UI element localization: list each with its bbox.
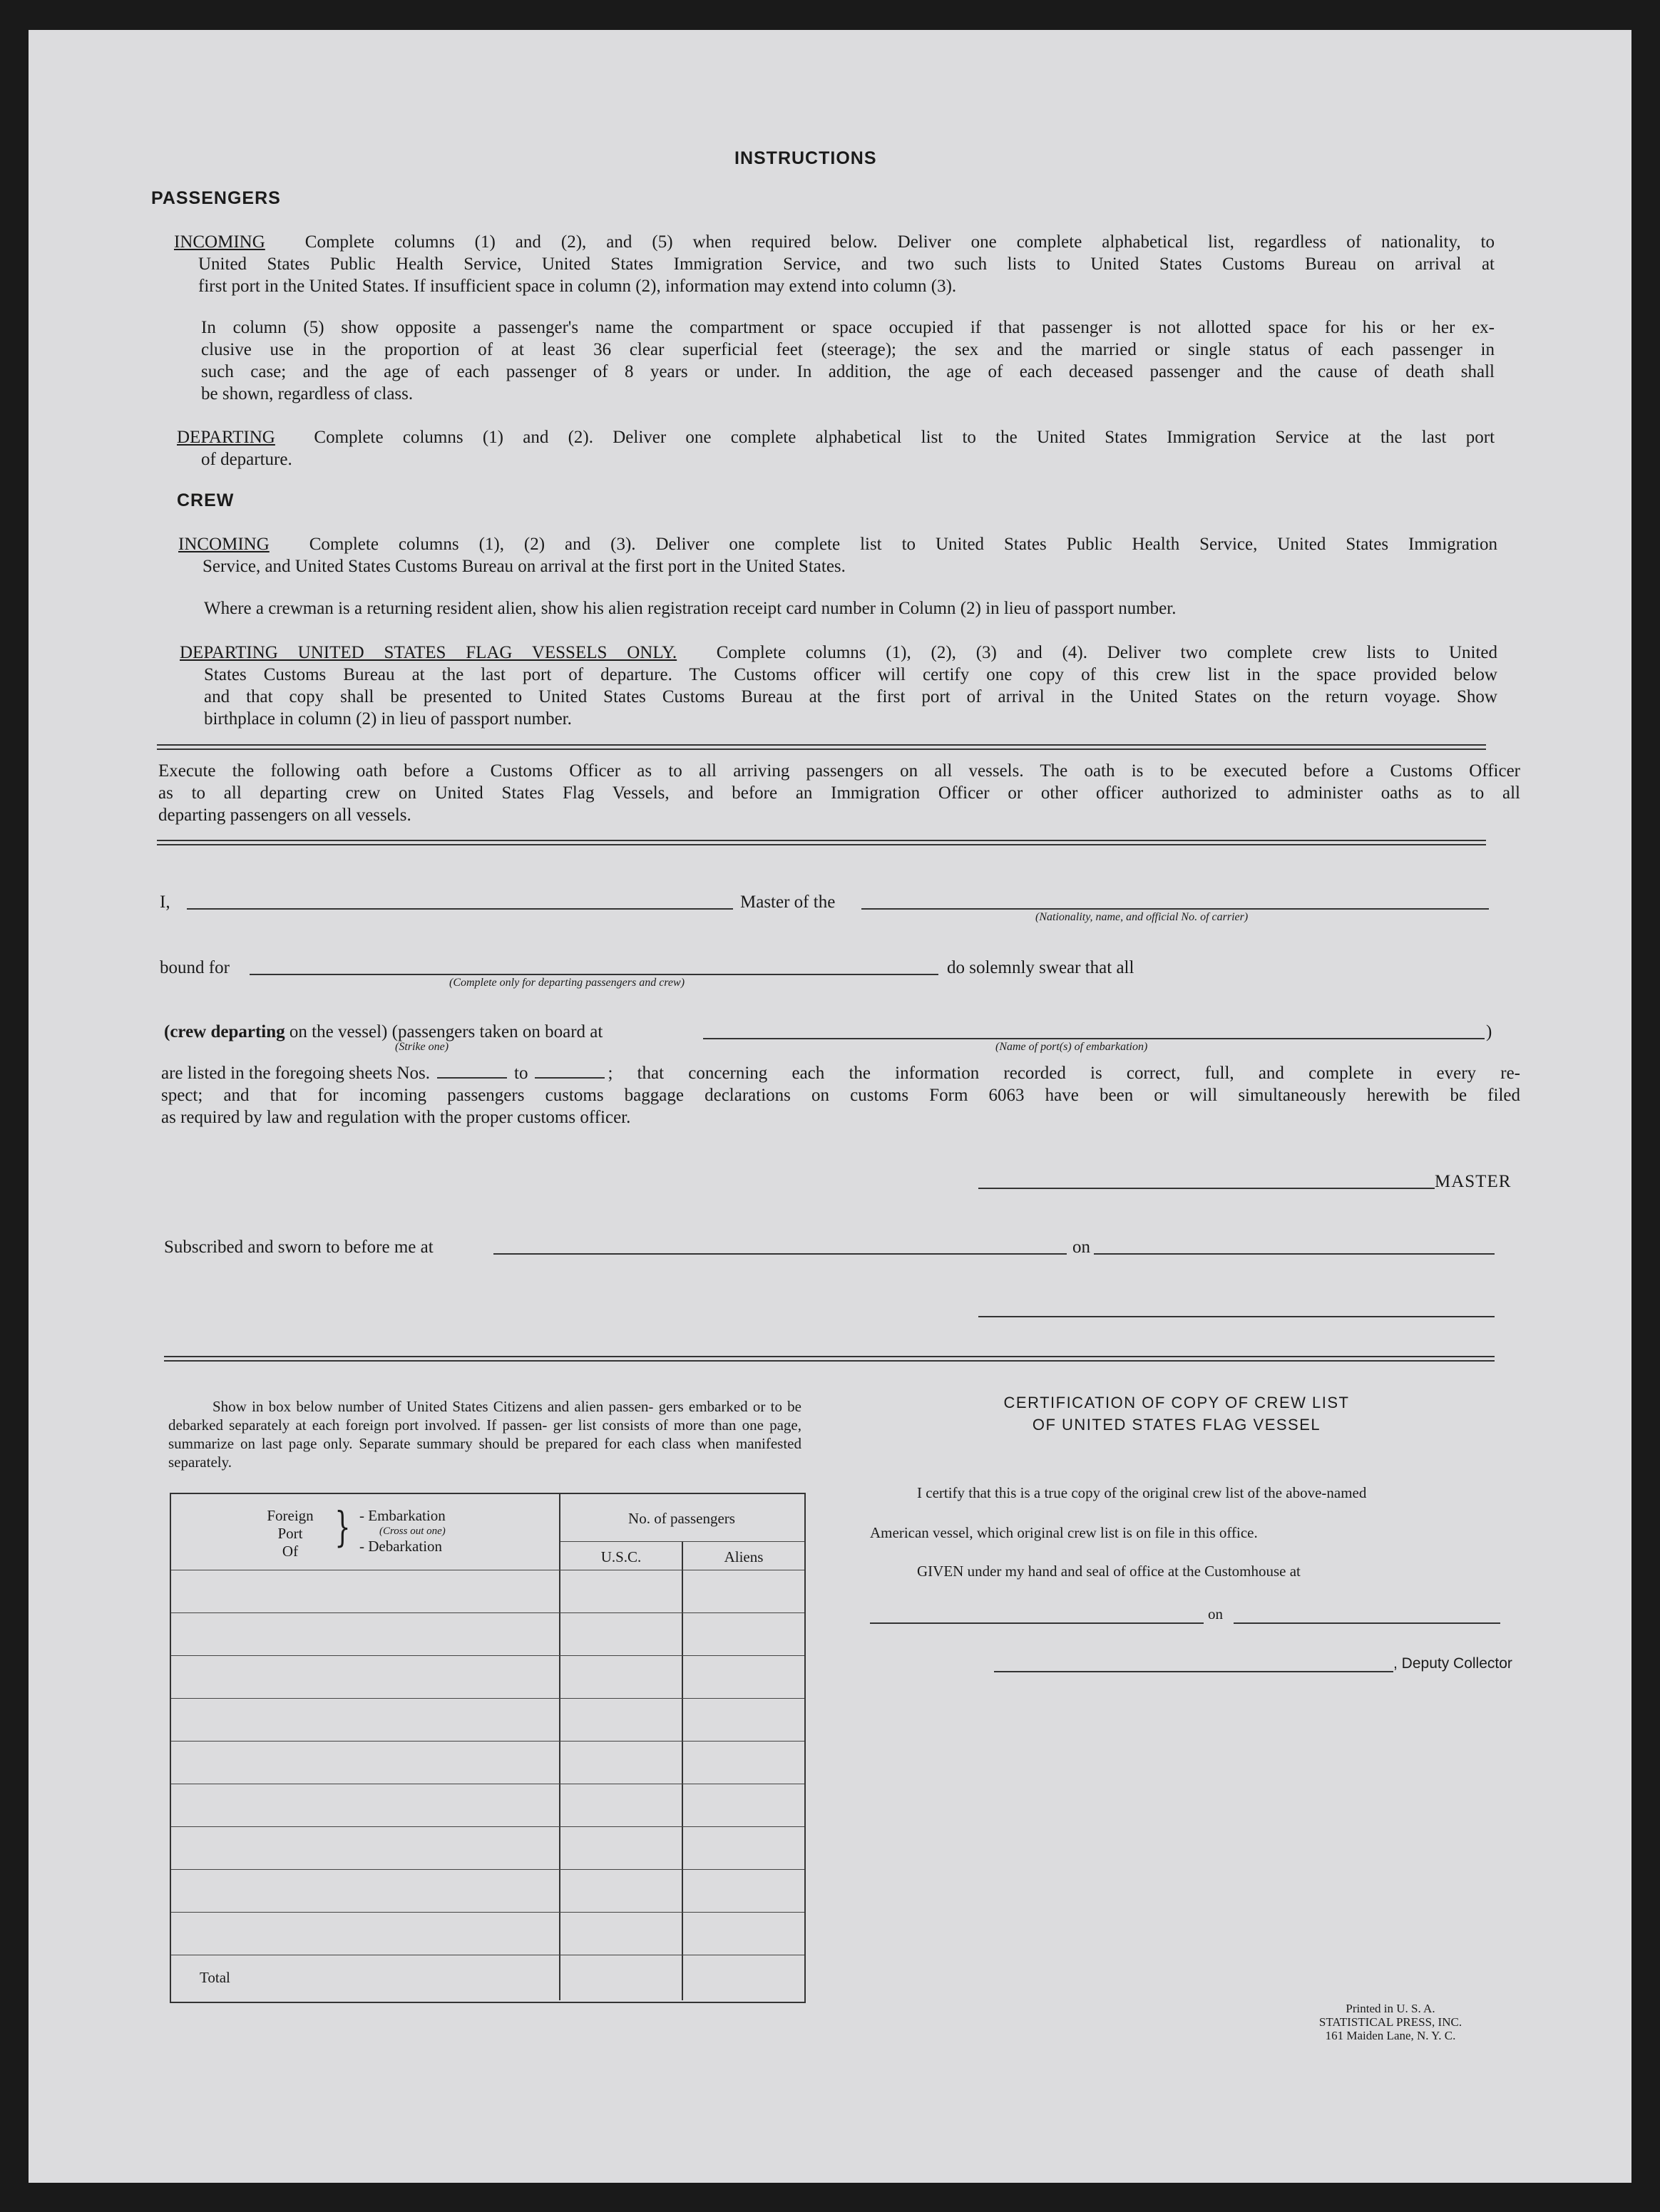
of-label: Of [282, 1543, 299, 1560]
passengers-incoming-text-2: United States Public Health Service, United States Immigration Service, and two such lists to United States Customs Bureau on arrival at [198, 254, 1495, 274]
crew-incoming-text-1: Complete columns (1), (2) and (3). Deliver one complete list to United States Public Health Service, United States Immigration [309, 535, 1498, 554]
sworn-on-label: on [1072, 1238, 1090, 1257]
cross-out-caption: (Cross out one) [379, 1526, 446, 1537]
deputy-signature-field[interactable] [994, 1671, 1393, 1672]
summary-instr-2: gers embarked or to be debarked separately at each foreign port involved. If passen- [168, 1398, 801, 1434]
sworn-date-field[interactable] [1094, 1253, 1495, 1255]
carrier-field[interactable] [861, 908, 1489, 910]
crew-incoming-paragraph [178, 533, 1497, 577]
oath-body-paragraph [161, 1062, 1520, 1128]
listed-text-2: spect; and that for incoming passengers customs baggage declarations on customs Form 6063 have been or will simultaneously herewith be filed [161, 1086, 1520, 1105]
table-row [171, 1655, 804, 1656]
nationality-caption: (Nationality, name, and official No. of carrier) [1035, 911, 1249, 923]
passengers-incoming-text-3: first port in the United States. If insufficient space in column (2), information may extend into column (3). [198, 277, 957, 296]
printer-line-3: 161 Maiden Lane, N. Y. C. [1325, 2029, 1456, 2042]
crew-departing-text-4: birthplace in column (2) in lieu of passport number. [204, 709, 572, 729]
complete-caption: (Complete only for departing passengers and crew) [449, 977, 685, 989]
certification-title-1: CERTIFICATION OF COPY OF CREW LIST [1003, 1394, 1350, 1411]
port-label: Port [277, 1525, 303, 1542]
listed-text-1b: to [514, 1064, 528, 1083]
master-name-field[interactable] [187, 908, 733, 910]
crew-departing-paragraph [180, 642, 1497, 730]
aliens-header: Aliens [724, 1548, 764, 1565]
table-row [171, 1826, 804, 1827]
listed-text-3: as required by law and regulation with the proper customs officer. [161, 1108, 631, 1127]
sheet-to-field[interactable] [535, 1062, 605, 1079]
crew-departing-text-2: States Customs Bureau at the last port of departure. The Customs officer will certify one copy of this crew list in the space provided below [204, 665, 1497, 684]
subscribed-label: Subscribed and sworn to before me at [164, 1238, 434, 1257]
passengers-departing-paragraph [177, 426, 1495, 470]
certification-title [891, 1391, 1462, 1436]
listed-text-1c: ; that concerning each the information recorded is correct, full, and complete in every re- [608, 1064, 1520, 1083]
crew-incoming-label: INCOMING [178, 535, 270, 554]
oath-intro-line-2: as to all departing crew on United States Flag Vessels, and before an Immigration Officer or other officer authorized to administer oaths as to all [158, 783, 1520, 803]
instructions-title: INSTRUCTIONS [734, 148, 877, 168]
brace-icon: } [334, 1503, 351, 1551]
certification-title-2: OF UNITED STATES FLAG VESSEL [1032, 1416, 1321, 1434]
solemnly-swear-text: do solemnly swear that all [947, 958, 1134, 977]
master-label: MASTER [1435, 1172, 1512, 1191]
strike-choice [164, 1021, 603, 1043]
oath-intro-paragraph [158, 760, 1520, 826]
customhouse-field[interactable] [870, 1622, 1204, 1624]
crew-departing-text-1: Complete columns (1), (2), (3) and (4). Deliver two complete crew lists to United [716, 643, 1497, 662]
certify-line-2: American vessel, which original crew list is on file in this office. [870, 1524, 1258, 1541]
embarkation-option[interactable]: - Embarkation [359, 1507, 446, 1524]
foreign-label: Foreign [267, 1507, 314, 1524]
crew-resident-text: Where a crewman is a returning resident alien, show his alien registration receipt card number in Column (2) in lieu of passport number. [204, 599, 1177, 618]
no-passengers-header: No. of passengers [628, 1510, 735, 1527]
column-5-paragraph [201, 317, 1495, 405]
summary-instr-3: ger list consists of more than one page, summarize on last page only. Separate [168, 1416, 801, 1452]
cert-date-field[interactable] [1234, 1622, 1500, 1624]
form-page [29, 30, 1631, 2183]
crew-departing-option[interactable]: (crew departing [164, 1022, 285, 1041]
summary-instr-1: Show in box below number of United States Citizens and alien passen- [212, 1398, 654, 1415]
strike-one-caption: (Strike one) [395, 1041, 449, 1053]
table-row [171, 1869, 804, 1870]
ports-caption: (Name of port(s) of embarkation) [995, 1041, 1148, 1053]
passengers-taken-option[interactable]: (passengers taken on board at [391, 1022, 603, 1041]
table-row [171, 1698, 804, 1699]
divider-double [164, 1356, 1495, 1362]
embark-debark-choice [359, 1507, 446, 1555]
crew-departing-text-3: and that copy shall be presented to United States Customs Bureau at the first port of arrival in the United States on the return voyage. Show [204, 687, 1497, 706]
embarkation-ports-field[interactable] [703, 1038, 1485, 1039]
table-row [171, 1741, 804, 1742]
crew-heading: CREW [177, 490, 235, 510]
passengers-incoming-text-1: Complete columns (1) and (2), and (5) when required below. Deliver one complete alphabetical list, regardless of nationality, to [304, 232, 1495, 252]
passengers-heading: PASSENGERS [151, 188, 281, 208]
header-divider [560, 1541, 804, 1542]
printer-line-2: STATISTICAL PRESS, INC. [1318, 2015, 1462, 2029]
column-5-text-2: clusive use in the proportion of at least 36 clear superficial feet (steerage); the sex and the married or single status of each passenger in [201, 340, 1495, 359]
close-paren: ) [1486, 1022, 1492, 1041]
debarkation-option[interactable]: - Debarkation [359, 1538, 443, 1555]
deputy-collector-label: , Deputy Collector [1393, 1655, 1512, 1672]
total-label: Total [200, 1969, 230, 1986]
divider-double [157, 840, 1486, 845]
usc-header: U.S.C. [600, 1548, 642, 1565]
bound-for-field[interactable] [250, 974, 938, 975]
table-row [171, 1612, 804, 1613]
certify-line-1: I certify that this is a true copy of the original crew list of the above-named [917, 1484, 1367, 1501]
printer-line-1: Printed in U. S. A. [1346, 2002, 1435, 2015]
on-the-vessel-text: on the vessel) [289, 1022, 388, 1041]
column-5-text-4: be shown, regardless of class. [201, 384, 414, 403]
divider-double [157, 744, 1486, 750]
officer-signature-field[interactable] [978, 1316, 1495, 1317]
summary-instr-4: summary should be prepared for each class when manifested separately. [168, 1435, 801, 1471]
crew-incoming-text-2: Service, and United States Customs Bureau on arrival at the first port in the United States. [203, 557, 846, 576]
passengers-incoming-label: INCOMING [174, 232, 265, 252]
sworn-at-field[interactable] [493, 1253, 1067, 1255]
passengers-incoming-paragraph [174, 231, 1495, 297]
master-signature-field[interactable] [978, 1188, 1435, 1189]
master-of-the-label: Master of the [740, 892, 836, 912]
sheet-from-field[interactable] [437, 1062, 507, 1079]
given-line: GIVEN under my hand and seal of office at the Customhouse at [917, 1563, 1301, 1580]
column-divider [682, 1541, 683, 2000]
passenger-summary-table [170, 1493, 806, 2003]
passengers-departing-text-1: Complete columns (1) and (2). Deliver one complete alphabetical list to the United States Immigration Service at the last port [314, 428, 1495, 447]
column-5-text-1: In column (5) show opposite a passenger's name the compartment or space occupied if that passenger is not allotted space for his or her ex- [201, 318, 1495, 337]
oath-i: I, [160, 892, 170, 912]
passengers-departing-text-2: of departure. [201, 450, 292, 469]
column-5-text-3: such case; and the age of each passenger of 8 years or under. In addition, the age of each deceased passenger and the cause of death shall [201, 362, 1495, 381]
foreign-port-of-label [251, 1507, 329, 1560]
oath-intro-line-3: departing passengers on all vessels. [158, 806, 411, 825]
oath-intro-line-1: Execute the following oath before a Customs Officer as to all arriving passengers on all vessels. The oath is to be executed before a Customs Officer [158, 761, 1520, 781]
cert-on-label: on [1208, 1605, 1223, 1622]
crew-departing-label: DEPARTING UNITED STATES FLAG VESSELS ONLY. [180, 643, 677, 662]
summary-instructions [168, 1397, 801, 1471]
bound-for-label: bound for [160, 958, 230, 977]
table-row [171, 1912, 804, 1913]
listed-text-1a: are listed in the foregoing sheets Nos. [161, 1064, 430, 1083]
printer-imprint [1269, 2002, 1512, 2042]
passengers-departing-label: DEPARTING [177, 428, 275, 447]
